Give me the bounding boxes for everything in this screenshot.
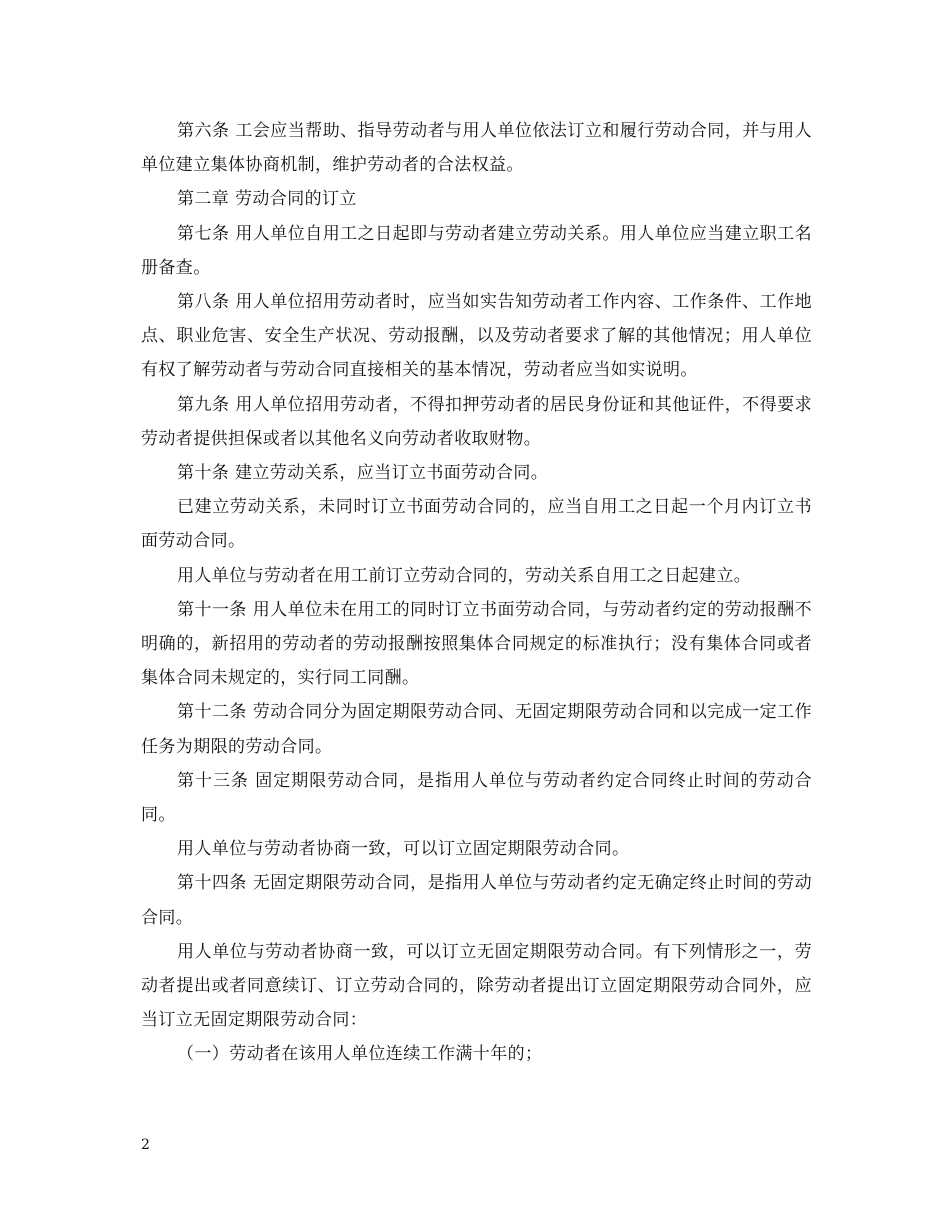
paragraph-article-14-item-1: （一）劳动者在该用人单位连续工作满十年的； [177,1044,543,1065]
paragraph-article-11: 第十一条 用人单位未在用工的同时订立书面劳动合同，与劳动者约定的劳动报酬不明确的，新招用的劳动者的劳动报酬按照集体合同规定的标准执行；没有集体合同或者集体合同未规定的，实行同工同酬。 [141,599,812,689]
paragraph-article-14-clause-2: 用人单位与劳动者协商一致，可以订立无固定期限劳动合同。有下列情形之一，劳动者提出或者同意续订、订立劳动合同的，除劳动者提出订立固定期限劳动合同外，应当订立无固定期限劳动合同： [141,941,812,1031]
paragraph-article-6: 第六条 工会应当帮助、指导劳动者与用人单位依法订立和履行劳动合同，并与用人单位建立集体协商机制，维护劳动者的合法权益。 [141,121,812,176]
paragraph-article-12: 第十二条 劳动合同分为固定期限劳动合同、无固定期限劳动合同和以完成一定工作任务为期限的劳动合同。 [141,702,812,757]
paragraph-article-10-clause-3: 用人单位与劳动者在用工前订立劳动合同的，劳动关系自用工之日起建立。 [177,565,752,586]
paragraph-article-8: 第八条 用人单位招用劳动者时，应当如实告知劳动者工作内容、工作条件、工作地点、职业危害、安全生产状况、劳动报酬，以及劳动者要求了解的其他情况；用人单位有权了解劳动者与劳动合同直接相关的基本情况，劳动者应当如实说明。 [141,292,812,381]
document-body [141,114,812,1072]
paragraph-article-9: 第九条 用人单位招用劳动者，不得扣押劳动者的居民身份证和其他证件，不得要求劳动者提供担保或者以其他名义向劳动者收取财物。 [141,394,812,449]
paragraph-article-14: 第十四条 无固定期限劳动合同，是指用人单位与劳动者约定无确定终止时间的劳动合同。 [141,873,812,928]
paragraph-article-10-clause-2: 已建立劳动关系，未同时订立书面劳动合同的，应当自用工之日起一个月内订立书面劳动合同。 [141,497,812,552]
paragraph-article-7: 第七条 用人单位自用工之日起即与劳动者建立劳动关系。用人单位应当建立职工名册备查。 [141,223,812,278]
paragraph-article-13: 第十三条 固定期限劳动合同，是指用人单位与劳动者约定合同终止时间的劳动合同。 [141,770,812,826]
paragraph-article-10: 第十条 建立劳动关系，应当订立书面劳动合同。 [177,463,549,484]
chapter-heading-2: 第二章 劳动合同的订立 [177,189,357,210]
paragraph-article-13-clause-2: 用人单位与劳动者协商一致，可以订立固定期限劳动合同。 [177,839,630,860]
page-number: 2 [141,1137,150,1153]
